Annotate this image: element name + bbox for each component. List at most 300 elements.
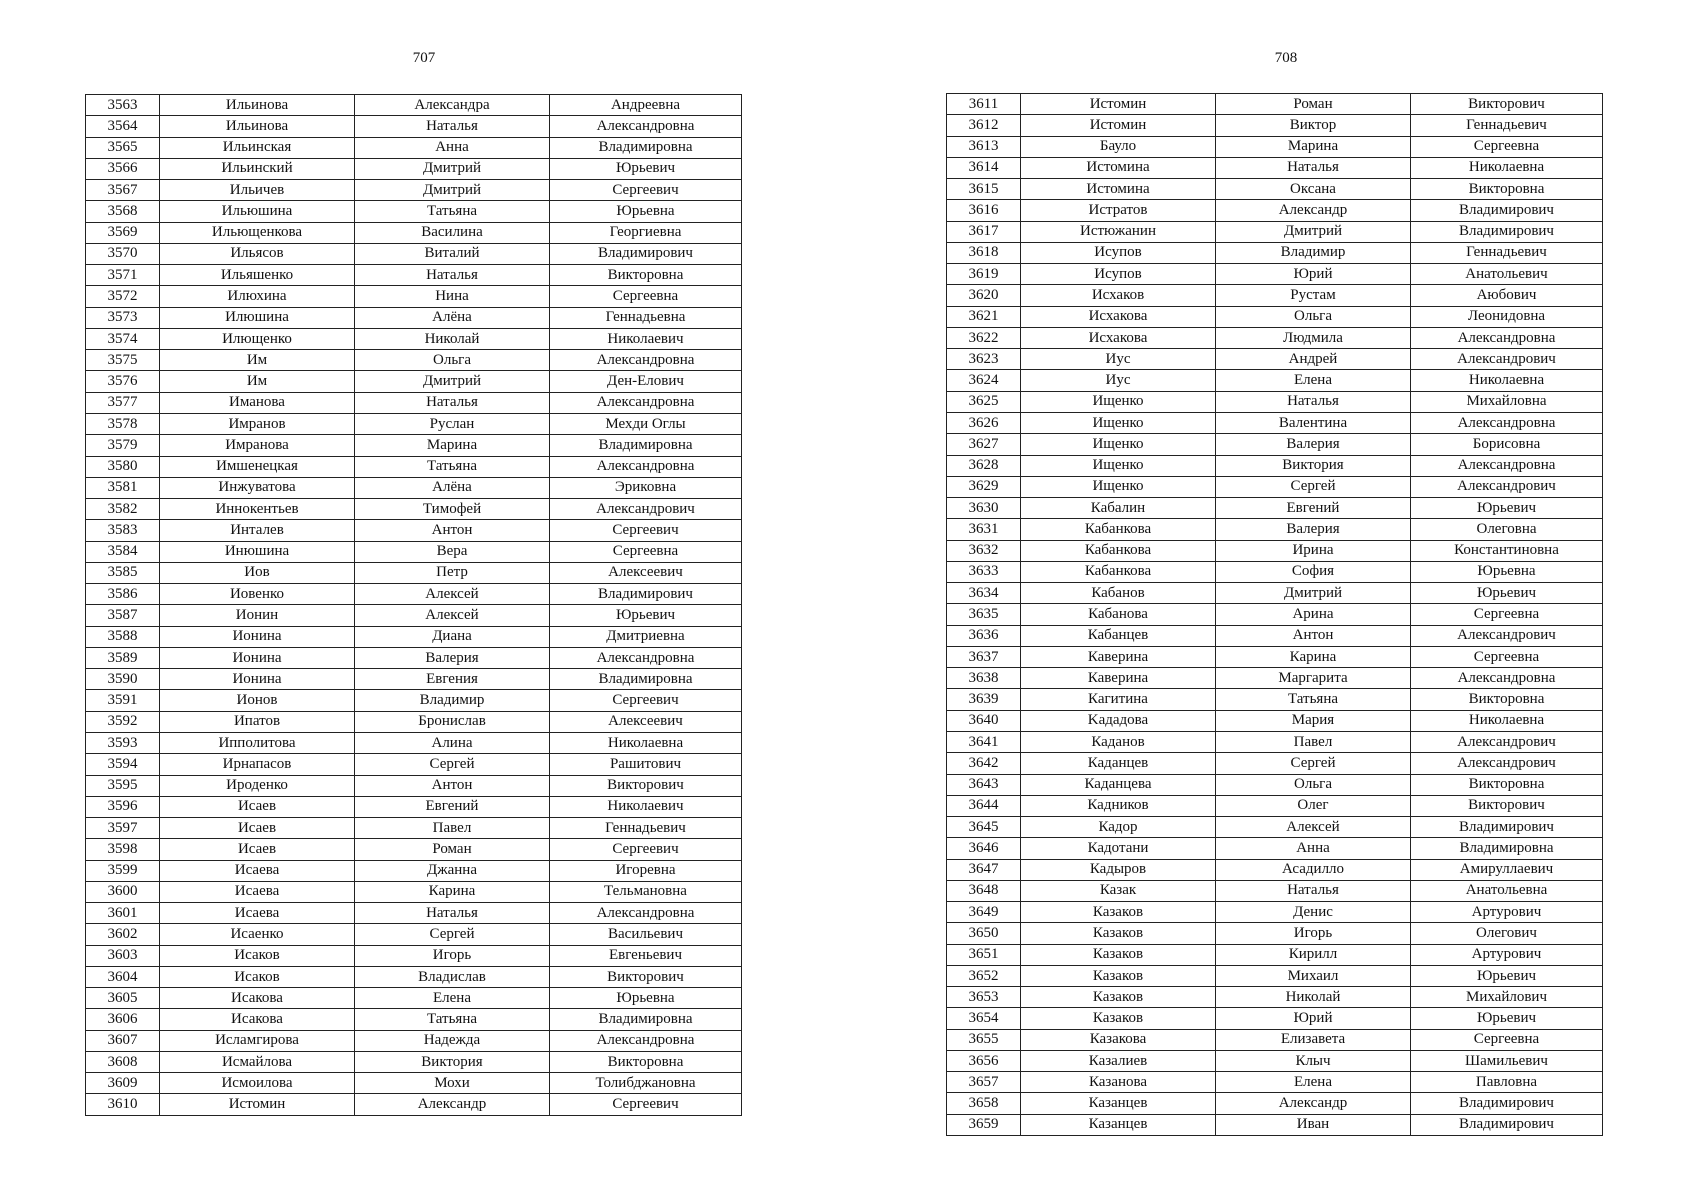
table-row xyxy=(947,200,1603,221)
given-name-cell: Карина xyxy=(355,881,550,902)
surname-cell: Имранова xyxy=(160,435,355,456)
table-row xyxy=(947,902,1603,923)
surname-cell: Иннокентьев xyxy=(160,499,355,520)
given-name-cell: Антон xyxy=(355,775,550,796)
patronymic-cell: Викторовна xyxy=(1411,774,1603,795)
patronymic-cell: Владимирович xyxy=(1411,817,1603,838)
row-number-cell: 3609 xyxy=(86,1073,160,1094)
patronymic-cell: Сергеевна xyxy=(550,286,742,307)
table-row xyxy=(86,945,742,966)
surname-cell: Ирнапасов xyxy=(160,754,355,775)
surname-cell: Исхакова xyxy=(1021,327,1216,348)
surname-cell: Ильяшенко xyxy=(160,265,355,286)
surname-cell: Кабалин xyxy=(1021,498,1216,519)
row-number-cell: 3595 xyxy=(86,775,160,796)
table-row xyxy=(947,519,1603,540)
given-name-cell: Владимир xyxy=(355,690,550,711)
surname-cell: Ильинова xyxy=(160,116,355,137)
patronymic-cell: Юрьевич xyxy=(550,605,742,626)
row-number-cell: 3643 xyxy=(947,774,1021,795)
table-row xyxy=(947,646,1603,667)
row-number-cell: 3627 xyxy=(947,434,1021,455)
row-number-cell: 3591 xyxy=(86,690,160,711)
surname-cell: Каданцева xyxy=(1021,774,1216,795)
row-number-cell: 3612 xyxy=(947,115,1021,136)
table-row xyxy=(86,499,742,520)
row-number-cell: 3568 xyxy=(86,201,160,222)
table-row xyxy=(947,476,1603,497)
row-number-cell: 3616 xyxy=(947,200,1021,221)
patronymic-cell: Анатольевна xyxy=(1411,880,1603,901)
row-number-cell: 3646 xyxy=(947,838,1021,859)
patronymic-cell: Геннадьевич xyxy=(550,818,742,839)
table-row xyxy=(86,307,742,328)
patronymic-cell: Артурович xyxy=(1411,902,1603,923)
given-name-cell: Джанна xyxy=(355,860,550,881)
row-number-cell: 3613 xyxy=(947,136,1021,157)
given-name-cell: Рустам xyxy=(1216,285,1411,306)
given-name-cell: Антон xyxy=(1216,625,1411,646)
table-row xyxy=(947,817,1603,838)
given-name-cell: Анна xyxy=(355,137,550,158)
given-name-cell: Павел xyxy=(1216,731,1411,752)
patronymic-cell: Геннадьевич xyxy=(1411,115,1603,136)
row-number-cell: 3567 xyxy=(86,180,160,201)
given-name-cell: Елена xyxy=(1216,370,1411,391)
patronymic-cell: Николаевна xyxy=(550,732,742,753)
patronymic-cell: Толибджановна xyxy=(550,1073,742,1094)
table-row xyxy=(86,456,742,477)
given-name-cell: Алексей xyxy=(355,605,550,626)
given-name-cell: Евгения xyxy=(355,669,550,690)
table-row xyxy=(86,1030,742,1051)
table-row xyxy=(947,838,1603,859)
given-name-cell: Сергей xyxy=(355,754,550,775)
given-name-cell: Юрий xyxy=(1216,1008,1411,1029)
row-number-cell: 3649 xyxy=(947,902,1021,923)
given-name-cell: Дмитрий xyxy=(355,371,550,392)
surname-cell: Исаков xyxy=(160,945,355,966)
surname-cell: Бауло xyxy=(1021,136,1216,157)
surname-cell: Ищенко xyxy=(1021,476,1216,497)
patronymic-cell: Юрьевич xyxy=(1411,498,1603,519)
patronymic-cell: Олегович xyxy=(1411,923,1603,944)
given-name-cell: Наталья xyxy=(1216,391,1411,412)
surname-cell: Каданцев xyxy=(1021,753,1216,774)
row-number-cell: 3574 xyxy=(86,328,160,349)
given-name-cell: Оксана xyxy=(1216,179,1411,200)
given-name-cell: Елизавета xyxy=(1216,1029,1411,1050)
surname-cell: Ищенко xyxy=(1021,391,1216,412)
given-name-cell: Нина xyxy=(355,286,550,307)
given-name-cell: Наталья xyxy=(1216,157,1411,178)
row-number-cell: 3617 xyxy=(947,221,1021,242)
surname-cell: Инюшина xyxy=(160,541,355,562)
given-name-cell: Денис xyxy=(1216,902,1411,923)
patronymic-cell: Викторовна xyxy=(550,1051,742,1072)
patronymic-cell: Александровна xyxy=(1411,327,1603,348)
patronymic-cell: Сергеевич xyxy=(550,690,742,711)
given-name-cell: София xyxy=(1216,561,1411,582)
surname-cell: Исаев xyxy=(160,818,355,839)
patronymic-cell: Александрович xyxy=(1411,753,1603,774)
patronymic-cell: Геннадьевич xyxy=(1411,242,1603,263)
table-row xyxy=(86,95,742,116)
patronymic-cell: Сергеевич xyxy=(550,839,742,860)
patronymic-cell: Владимирович xyxy=(550,243,742,264)
row-number-cell: 3588 xyxy=(86,626,160,647)
row-number-cell: 3657 xyxy=(947,1072,1021,1093)
given-name-cell: Евгений xyxy=(355,796,550,817)
patronymic-cell: Николаевна xyxy=(1411,157,1603,178)
surname-cell: Илюшина xyxy=(160,307,355,328)
given-name-cell: Татьяна xyxy=(355,456,550,477)
given-name-cell: Алина xyxy=(355,732,550,753)
row-number-cell: 3615 xyxy=(947,179,1021,200)
given-name-cell: Виктория xyxy=(355,1051,550,1072)
table-row xyxy=(86,413,742,434)
table-row xyxy=(947,242,1603,263)
table-row xyxy=(86,541,742,562)
name-table-right xyxy=(946,93,1603,1136)
row-number-cell: 3654 xyxy=(947,1008,1021,1029)
patronymic-cell: Рашитович xyxy=(550,754,742,775)
row-number-cell: 3575 xyxy=(86,350,160,371)
row-number-cell: 3634 xyxy=(947,583,1021,604)
table-row xyxy=(86,286,742,307)
given-name-cell: Сергей xyxy=(355,924,550,945)
row-number-cell: 3647 xyxy=(947,859,1021,880)
patronymic-cell: Юрьевич xyxy=(1411,965,1603,986)
patronymic-cell: Александровна xyxy=(1411,455,1603,476)
given-name-cell: Надежда xyxy=(355,1030,550,1051)
surname-cell: Каверина xyxy=(1021,646,1216,667)
patronymic-cell: Геннадьевна xyxy=(550,307,742,328)
surname-cell: Иовенко xyxy=(160,584,355,605)
given-name-cell: Алёна xyxy=(355,477,550,498)
surname-cell: Иов xyxy=(160,562,355,583)
patronymic-cell: Амируллаевич xyxy=(1411,859,1603,880)
patronymic-cell: Эриковна xyxy=(550,477,742,498)
patronymic-cell: Владимировна xyxy=(550,435,742,456)
given-name-cell: Роман xyxy=(355,839,550,860)
table-row xyxy=(86,732,742,753)
patronymic-cell: Александрович xyxy=(1411,625,1603,646)
given-name-cell: Мария xyxy=(1216,710,1411,731)
patronymic-cell: Сергеевна xyxy=(1411,1029,1603,1050)
surname-cell: Ионин xyxy=(160,605,355,626)
table-row xyxy=(947,1114,1603,1135)
row-number-cell: 3623 xyxy=(947,349,1021,370)
surname-cell: Ищенко xyxy=(1021,455,1216,476)
row-number-cell: 3594 xyxy=(86,754,160,775)
patronymic-cell: Алексеевич xyxy=(550,562,742,583)
table-row xyxy=(86,860,742,881)
row-number-cell: 3635 xyxy=(947,604,1021,625)
row-number-cell: 3620 xyxy=(947,285,1021,306)
surname-cell: Ищенко xyxy=(1021,434,1216,455)
patronymic-cell: Владимирович xyxy=(1411,221,1603,242)
row-number-cell: 3659 xyxy=(947,1114,1021,1135)
name-table-left xyxy=(85,94,742,1116)
table-row xyxy=(947,540,1603,561)
given-name-cell: Владимир xyxy=(1216,242,1411,263)
row-number-cell: 3632 xyxy=(947,540,1021,561)
patronymic-cell: Анатольевич xyxy=(1411,264,1603,285)
patronymic-cell: Александровна xyxy=(550,392,742,413)
given-name-cell: Александр xyxy=(355,1094,550,1115)
table-row xyxy=(947,349,1603,370)
given-name-cell: Петр xyxy=(355,562,550,583)
given-name-cell: Андрей xyxy=(1216,349,1411,370)
given-name-cell: Василина xyxy=(355,222,550,243)
patronymic-cell: Михайлович xyxy=(1411,987,1603,1008)
table-row xyxy=(86,137,742,158)
table-row xyxy=(947,221,1603,242)
table-row xyxy=(86,988,742,1009)
row-number-cell: 3581 xyxy=(86,477,160,498)
row-number-cell: 3648 xyxy=(947,880,1021,901)
patronymic-cell: Николаевна xyxy=(1411,370,1603,391)
surname-cell: Исаков xyxy=(160,966,355,987)
given-name-cell: Руслан xyxy=(355,413,550,434)
row-number-cell: 3624 xyxy=(947,370,1021,391)
row-number-cell: 3586 xyxy=(86,584,160,605)
surname-cell: Исхакова xyxy=(1021,306,1216,327)
table-row xyxy=(947,306,1603,327)
table-row xyxy=(947,1029,1603,1050)
surname-cell: Исаенко xyxy=(160,924,355,945)
patronymic-cell: Николаевич xyxy=(550,796,742,817)
table-row xyxy=(86,924,742,945)
surname-cell: Ипполитова xyxy=(160,732,355,753)
row-number-cell: 3569 xyxy=(86,222,160,243)
table-row xyxy=(86,201,742,222)
surname-cell: Казаков xyxy=(1021,923,1216,944)
patronymic-cell: Георгиевна xyxy=(550,222,742,243)
patronymic-cell: Андреевна xyxy=(550,95,742,116)
table-row xyxy=(947,412,1603,433)
table-row xyxy=(947,115,1603,136)
row-number-cell: 3592 xyxy=(86,711,160,732)
table-row xyxy=(86,647,742,668)
patronymic-cell: Александрович xyxy=(550,499,742,520)
surname-cell: Kададова xyxy=(1021,710,1216,731)
surname-cell: Исаева xyxy=(160,903,355,924)
row-number-cell: 3652 xyxy=(947,965,1021,986)
given-name-cell: Кирилл xyxy=(1216,944,1411,965)
given-name-cell: Наталья xyxy=(355,392,550,413)
given-name-cell: Игорь xyxy=(1216,923,1411,944)
patronymic-cell: Михайловна xyxy=(1411,391,1603,412)
row-number-cell: 3625 xyxy=(947,391,1021,412)
row-number-cell: 3639 xyxy=(947,689,1021,710)
row-number-cell: 3607 xyxy=(86,1030,160,1051)
surname-cell: Казакова xyxy=(1021,1029,1216,1050)
patronymic-cell: Сергеевна xyxy=(550,541,742,562)
row-number-cell: 3621 xyxy=(947,306,1021,327)
given-name-cell: Асадилло xyxy=(1216,859,1411,880)
patronymic-cell: Викторовна xyxy=(1411,689,1603,710)
table-row xyxy=(947,710,1603,731)
table-row xyxy=(86,350,742,371)
row-number-cell: 3593 xyxy=(86,732,160,753)
surname-cell: Казак xyxy=(1021,880,1216,901)
table-row xyxy=(86,605,742,626)
surname-cell: Казаков xyxy=(1021,944,1216,965)
row-number-cell: 3566 xyxy=(86,158,160,179)
patronymic-cell: Сергеевна xyxy=(1411,646,1603,667)
table-row xyxy=(86,903,742,924)
row-number-cell: 3583 xyxy=(86,520,160,541)
patronymic-cell: Викторович xyxy=(550,775,742,796)
row-number-cell: 3619 xyxy=(947,264,1021,285)
given-name-cell: Иван xyxy=(1216,1114,1411,1135)
table-row xyxy=(86,1094,742,1115)
patronymic-cell: Александрович xyxy=(1411,349,1603,370)
patronymic-cell: Владимировна xyxy=(1411,838,1603,859)
row-number-cell: 3565 xyxy=(86,137,160,158)
patronymic-cell: Викторовна xyxy=(550,265,742,286)
patronymic-cell: Сергеевич xyxy=(550,1094,742,1115)
given-name-cell: Николай xyxy=(355,328,550,349)
patronymic-cell: Александровна xyxy=(550,903,742,924)
surname-cell: Ильичев xyxy=(160,180,355,201)
table-row xyxy=(86,243,742,264)
given-name-cell: Дмитрий xyxy=(355,180,550,201)
patronymic-cell: Викторович xyxy=(1411,94,1603,115)
row-number-cell: 3582 xyxy=(86,499,160,520)
row-number-cell: 3644 xyxy=(947,795,1021,816)
patronymic-cell: Александрович xyxy=(1411,476,1603,497)
patronymic-cell: Викторович xyxy=(1411,795,1603,816)
table-row xyxy=(947,327,1603,348)
row-number-cell: 3608 xyxy=(86,1051,160,1072)
row-number-cell: 3651 xyxy=(947,944,1021,965)
row-number-cell: 3564 xyxy=(86,116,160,137)
surname-cell: Исупов xyxy=(1021,264,1216,285)
table-row xyxy=(947,965,1603,986)
table-row xyxy=(947,561,1603,582)
surname-cell: Каданов xyxy=(1021,731,1216,752)
table-row xyxy=(86,796,742,817)
table-row xyxy=(86,158,742,179)
patronymic-cell: Шамильевич xyxy=(1411,1050,1603,1071)
surname-cell: Им xyxy=(160,371,355,392)
surname-cell: Истратов xyxy=(1021,200,1216,221)
surname-cell: Ироденко xyxy=(160,775,355,796)
patronymic-cell: Владимирович xyxy=(1411,1093,1603,1114)
table-row xyxy=(86,180,742,201)
surname-cell: Им xyxy=(160,350,355,371)
table-row xyxy=(947,179,1603,200)
given-name-cell: Алексей xyxy=(355,584,550,605)
row-number-cell: 3653 xyxy=(947,987,1021,1008)
patronymic-cell: Владимировна xyxy=(550,1009,742,1030)
row-number-cell: 3590 xyxy=(86,669,160,690)
patronymic-cell: Павловна xyxy=(1411,1072,1603,1093)
row-number-cell: 3598 xyxy=(86,839,160,860)
row-number-cell: 3578 xyxy=(86,413,160,434)
patronymic-cell: Юрьевич xyxy=(550,158,742,179)
table-row xyxy=(86,1009,742,1030)
surname-cell: Казаков xyxy=(1021,1008,1216,1029)
surname-cell: Ильющенкова xyxy=(160,222,355,243)
given-name-cell: Игорь xyxy=(355,945,550,966)
patronymic-cell: Аюбович xyxy=(1411,285,1603,306)
table-row xyxy=(947,1072,1603,1093)
row-number-cell: 3641 xyxy=(947,731,1021,752)
patronymic-cell: Юрьевна xyxy=(550,201,742,222)
table-row xyxy=(947,795,1603,816)
surname-cell: Кадотани xyxy=(1021,838,1216,859)
row-number-cell: 3580 xyxy=(86,456,160,477)
surname-cell: Кабанова xyxy=(1021,604,1216,625)
given-name-cell: Арина xyxy=(1216,604,1411,625)
page-number-right: 708 xyxy=(1274,50,1298,66)
surname-cell: Ильинова xyxy=(160,95,355,116)
given-name-cell: Валерия xyxy=(1216,434,1411,455)
surname-cell: Кабанкова xyxy=(1021,540,1216,561)
row-number-cell: 3637 xyxy=(947,646,1021,667)
table-row xyxy=(947,136,1603,157)
surname-cell: Инжуватова xyxy=(160,477,355,498)
given-name-cell: Наталья xyxy=(355,903,550,924)
patronymic-cell: Юрьевна xyxy=(550,988,742,1009)
table-row xyxy=(86,584,742,605)
row-number-cell: 3585 xyxy=(86,562,160,583)
given-name-cell: Елена xyxy=(1216,1072,1411,1093)
patronymic-cell: Александровна xyxy=(550,1030,742,1051)
table-row xyxy=(86,520,742,541)
row-number-cell: 3584 xyxy=(86,541,160,562)
table-row xyxy=(947,1093,1603,1114)
given-name-cell: Марина xyxy=(355,435,550,456)
table-row xyxy=(947,987,1603,1008)
row-number-cell: 3622 xyxy=(947,327,1021,348)
row-number-cell: 3650 xyxy=(947,923,1021,944)
table-row xyxy=(947,774,1603,795)
surname-cell: Исхаков xyxy=(1021,285,1216,306)
page-number-left: 707 xyxy=(412,50,436,66)
surname-cell: Кагитина xyxy=(1021,689,1216,710)
row-number-cell: 3596 xyxy=(86,796,160,817)
patronymic-cell: Викторович xyxy=(550,966,742,987)
patronymic-cell: Александрович xyxy=(1411,731,1603,752)
given-name-cell: Сергей xyxy=(1216,476,1411,497)
patronymic-cell: Сергеевич xyxy=(550,180,742,201)
table-row xyxy=(86,116,742,137)
row-number-cell: 3579 xyxy=(86,435,160,456)
patronymic-cell: Владимирович xyxy=(550,584,742,605)
patronymic-cell: Николаевич xyxy=(550,328,742,349)
given-name-cell: Николай xyxy=(1216,987,1411,1008)
table-row xyxy=(947,604,1603,625)
given-name-cell: Наталья xyxy=(355,265,550,286)
patronymic-cell: Николаевна xyxy=(1411,710,1603,731)
row-number-cell: 3656 xyxy=(947,1050,1021,1071)
surname-cell: Имранов xyxy=(160,413,355,434)
surname-cell: Истомина xyxy=(1021,179,1216,200)
surname-cell: Иманова xyxy=(160,392,355,413)
given-name-cell: Анна xyxy=(1216,838,1411,859)
row-number-cell: 3576 xyxy=(86,371,160,392)
patronymic-cell: Ден-Елович xyxy=(550,371,742,392)
surname-cell: Кабанов xyxy=(1021,583,1216,604)
patronymic-cell: Евгеньевич xyxy=(550,945,742,966)
patronymic-cell: Викторовна xyxy=(1411,179,1603,200)
surname-cell: Ионов xyxy=(160,690,355,711)
